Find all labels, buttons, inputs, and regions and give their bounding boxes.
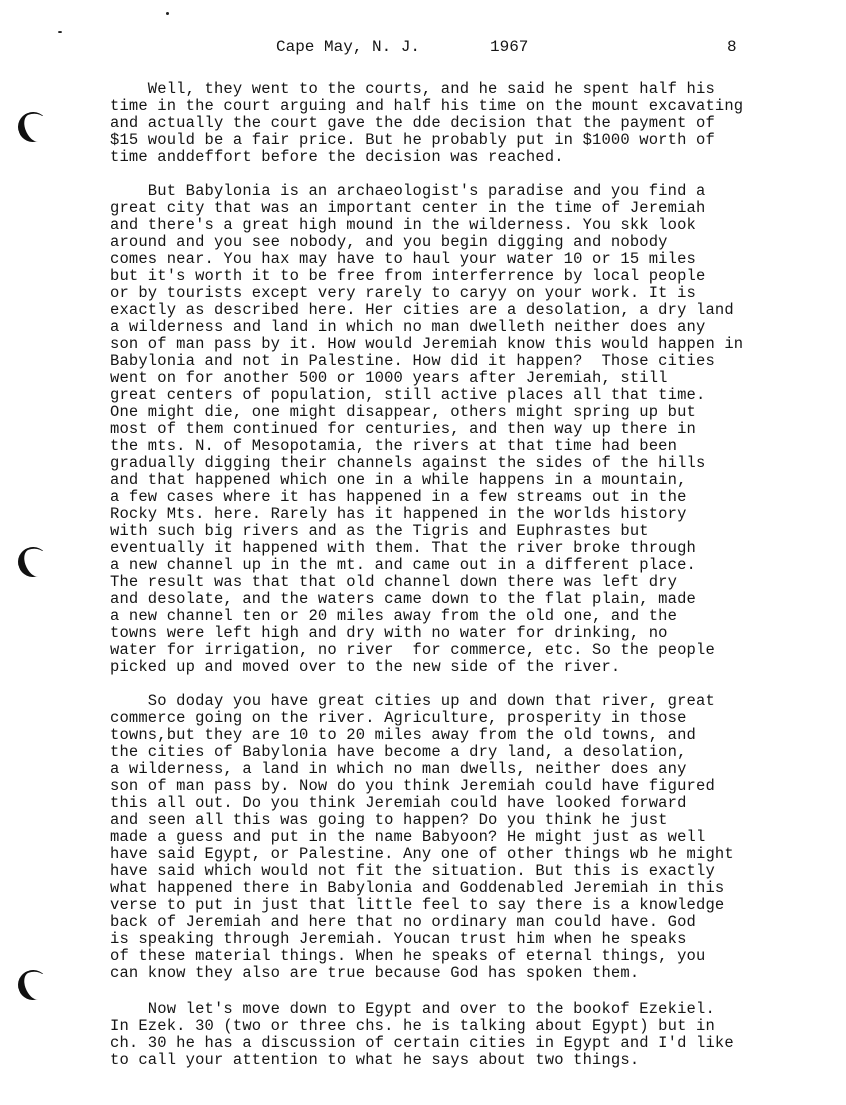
text-line: Babylonia and not in Palestine. How did it happen? Those cities <box>110 352 715 370</box>
text-line: son of man pass by. Now do you think Jeremiah could have figured <box>110 777 715 795</box>
text-line: a wilderness and land in which no man dwelleth neither does any <box>110 318 706 336</box>
paragraph-cities-today <box>110 693 734 982</box>
page-number: 8 <box>727 38 737 56</box>
text-line: the mts. N. of Mesopotamia, the rivers at that time had been <box>110 437 678 455</box>
text-line: In Ezek. 30 (two or three chs. he is talking about Egypt) but in <box>110 1017 715 1035</box>
text-line: time in the court arguing and half his time on the mount excavating <box>110 97 744 115</box>
text-line: picked up and moved over to the new side of the river. <box>110 658 621 676</box>
text-line: most of them continued for centuries, and then way up there in <box>110 420 696 438</box>
header-year: 1967 <box>490 38 529 56</box>
text-line: gradually digging their channels against the sides of the hills <box>110 454 706 472</box>
paragraph-babylonia <box>110 183 743 676</box>
punch-hole-mark <box>14 108 52 146</box>
text-line: Well, they went to the courts, and he said he spent half his <box>110 80 715 98</box>
text-line: great centers of population, still active places all that time. <box>110 386 706 404</box>
text-line: but it's worth it to be free from interferrence by local people <box>110 267 706 285</box>
scan-speck <box>58 31 62 33</box>
punch-hole-mark <box>14 966 52 1004</box>
text-line: One might die, one might disappear, others might spring up but <box>110 403 696 421</box>
text-line: went on for another 500 or 1000 years after Jeremiah, still <box>110 369 668 387</box>
text-line: a new channel up in the mt. and came out in a different place. <box>110 556 696 574</box>
text-line: time anddeffort before the decision was reached. <box>110 148 564 166</box>
text-line: Rocky Mts. here. Rarely has it happened in the worlds history <box>110 505 687 523</box>
text-line: back of Jeremiah and here that no ordinary man could have. God <box>110 913 696 931</box>
text-line: But Babylonia is an archaeologist's paradise and you find a <box>110 182 706 200</box>
text-line: eventually it happened with them. That the river broke through <box>110 539 696 557</box>
text-line: and there's a great high mound in the wilderness. You skk look <box>110 216 696 234</box>
text-line: this all out. Do you think Jeremiah could have looked forward <box>110 794 687 812</box>
text-line: $15 would be a fair price. But he probably put in $1000 worth of <box>110 131 715 149</box>
text-line: around and you see nobody, and you begin digging and nobody <box>110 233 668 251</box>
text-line: exactly as described here. Her cities are a desolation, a dry land <box>110 301 734 319</box>
text-line: with such big rivers and as the Tigris and Euphrastes but <box>110 522 649 540</box>
text-line: the cities of Babylonia have become a dry land, a desolation, <box>110 743 687 761</box>
punch-hole-mark <box>14 543 52 581</box>
text-line: great city that was an important center in the time of Jeremiah <box>110 199 706 217</box>
text-line: made a guess and put in the name Babyoon? He might just as well <box>110 828 706 846</box>
text-line: and desolate, and the waters came down to the flat plain, made <box>110 590 696 608</box>
text-line: ch. 30 he has a discussion of certain cities in Egypt and I'd like <box>110 1034 734 1052</box>
text-line: or by tourists except very rarely to caryy on your work. It is <box>110 284 696 302</box>
text-line: a wilderness, a land in which no man dwells, neither does any <box>110 760 687 778</box>
text-line: of these material things. When he speaks of eternal things, you <box>110 947 706 965</box>
text-line: commerce going on the river. Agriculture, prosperity in those <box>110 709 687 727</box>
paragraph-ezekiel <box>110 1001 734 1069</box>
text-line: comes near. You hax may have to haul your water 10 or 15 miles <box>110 250 696 268</box>
text-line: is speaking through Jeremiah. Youcan trust him when he speaks <box>110 930 687 948</box>
paragraph-courts <box>110 81 743 166</box>
text-line: can know they also are true because God has spoken them. <box>110 964 640 982</box>
text-line: and actually the court gave the dde decision that the payment of <box>110 114 715 132</box>
text-line: So doday you have great cities up and down that river, great <box>110 692 715 710</box>
text-line: verse to put in just that little feel to say there is a knowledge <box>110 896 725 914</box>
text-line: water for irrigation, no river for commerce, etc. So the people <box>110 641 715 659</box>
text-line: Now let's move down to Egypt and over to the bookof Ezekiel. <box>110 1000 715 1018</box>
text-line: have said Egypt, or Palestine. Any one of other things wb he might <box>110 845 734 863</box>
text-line: what happened there in Babylonia and Goddenabled Jeremiah in this <box>110 879 725 897</box>
scan-speck <box>166 12 169 15</box>
text-line: towns,but they are 10 to 20 miles away from the old towns, and <box>110 726 696 744</box>
text-line: to call your attention to what he says about two things. <box>110 1051 640 1069</box>
text-line: have said which would not fit the situation. But this is exactly <box>110 862 715 880</box>
page-header <box>0 36 846 58</box>
header-location: Cape May, N. J. <box>276 38 421 56</box>
text-line: son of man pass by it. How would Jeremiah know this would happen in <box>110 335 744 353</box>
text-line: a few cases where it has happened in a few streams out in the <box>110 488 687 506</box>
text-line: The result was that that old channel down there was left dry <box>110 573 678 591</box>
text-line: towns were left high and dry with no water for drinking, no <box>110 624 668 642</box>
text-line: a new channel ten or 20 miles away from the old one, and the <box>110 607 678 625</box>
text-line: and seen all this was going to happen? Do you think he just <box>110 811 668 829</box>
text-line: and that happened which one in a while happens in a mountain, <box>110 471 687 489</box>
